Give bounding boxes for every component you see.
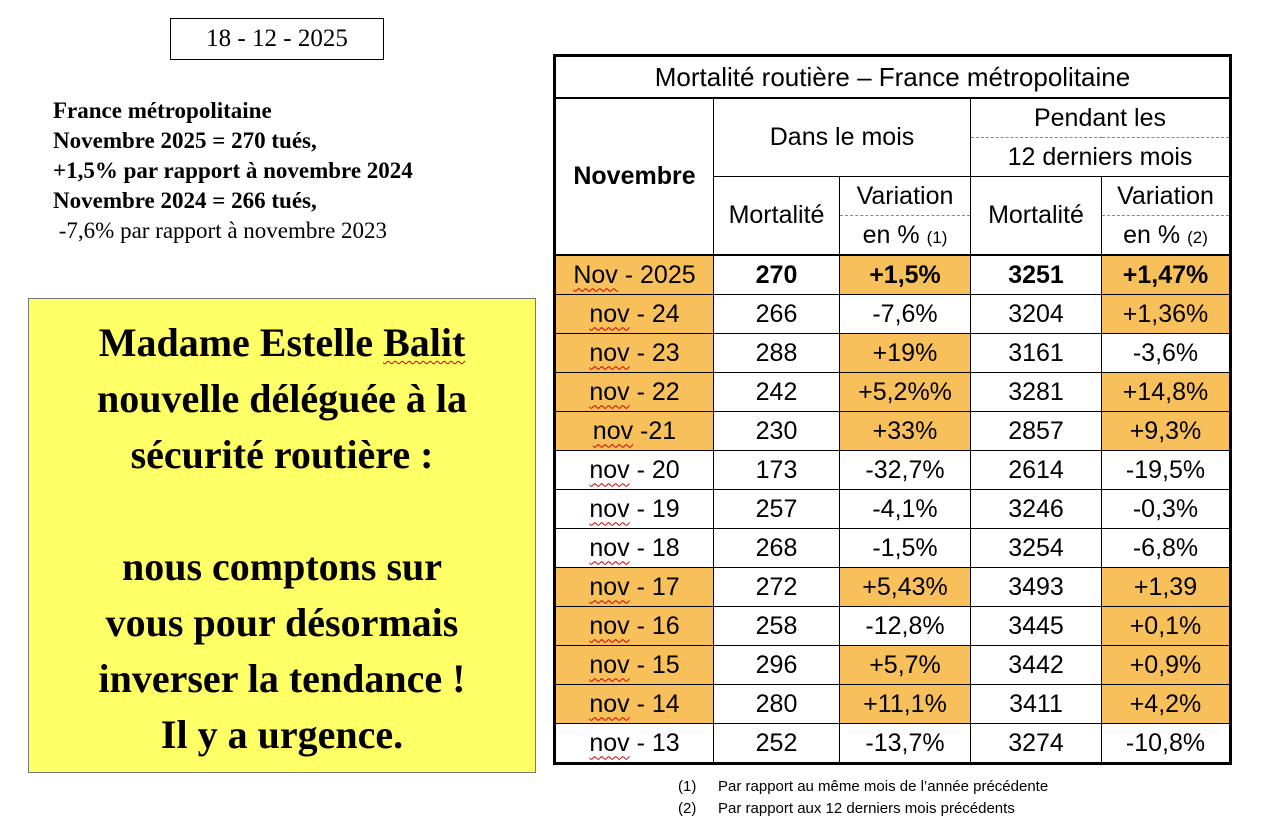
month-word: nov [589,299,630,328]
mortality-12-cell: 3246 [971,490,1102,529]
table-row [556,646,1230,685]
footnote-2 [678,798,1048,820]
mortality-cell: 296 [714,646,840,685]
variation-12-cell: -6,8% [1102,529,1230,568]
mortality-12-cell: 2857 [971,412,1102,451]
month-cell [556,490,714,529]
variation-12-header: Variation [1102,177,1230,216]
variation-month-header: Variation [840,177,971,216]
month-cell [556,295,714,334]
month-word: nov [589,650,630,679]
month-year: - 13 [629,728,680,757]
notice-line-2: nouvelle déléguée à la [97,376,467,421]
table-row [556,373,1230,412]
month-year: - 22 [629,377,680,406]
variation-12-cell: +4,2% [1102,685,1230,724]
month-word: nov [592,416,634,445]
table-row [556,412,1230,451]
footnote-1-num: (1) [678,778,697,795]
group-month-header: Dans le mois [714,98,971,177]
mortality-cell: 230 [714,412,840,451]
month-word: nov [589,572,630,601]
group-12-header-b: 12 derniers mois [971,138,1230,177]
notice-line-1 [29,315,535,371]
table-row [556,724,1230,763]
variation-cell: +11,1% [840,685,971,724]
table-row [556,295,1230,334]
month-cell [556,451,714,490]
month-word: nov [589,689,630,718]
mortality-12-cell: 3411 [971,685,1102,724]
month-year: - 16 [629,611,680,640]
variation-12-cell: +9,3% [1102,412,1230,451]
month-cell [556,568,714,607]
mortality-table [555,56,1230,763]
month-year: - 2025 [617,260,696,289]
month-word: nov [589,494,630,523]
en-pct-12-text: en % [1123,220,1188,249]
month-word: nov [589,455,630,484]
variation-cell: +5,7% [840,646,971,685]
notice-box [28,298,536,773]
variation-cell: +5,43% [840,568,971,607]
month-cell [556,646,714,685]
table-title: Mortalité routière – France métropolitaine [556,57,1230,99]
mortality-cell: 270 [714,255,840,295]
variation-12-cell: -0,3% [1102,490,1230,529]
table-row [556,451,1230,490]
variation-12-cell: +0,1% [1102,607,1230,646]
summary [53,96,413,246]
month-year: - 14 [629,689,680,718]
month-year: -21 [633,416,677,445]
variation-cell: +19% [840,334,971,373]
mortality-12-cell: 3161 [971,334,1102,373]
footnote-1-text: Par rapport au même mois de l’année précédente [718,778,1049,795]
month-word: nov [589,533,630,562]
mortality-cell: 173 [714,451,840,490]
en-pct-month-header [840,216,971,256]
date-text: 18 - 12 - 2025 [206,25,348,52]
variation-cell: -4,1% [840,490,971,529]
variation-12-cell: -19,5% [1102,451,1230,490]
variation-cell: +5,2%% [840,373,971,412]
month-cell [556,373,714,412]
month-year: - 18 [629,533,680,562]
mortality-cell: 288 [714,334,840,373]
footnote-1 [678,776,1048,798]
notice-line-3: sécurité routière : [130,432,434,477]
month-year: - 17 [629,572,680,601]
month-year: - 20 [629,455,680,484]
mortalite-12-header: Mortalité [971,177,1102,256]
table-row [556,334,1230,373]
mortality-cell: 272 [714,568,840,607]
summary-line-4: Novembre 2024 = 266 tués, [53,188,317,213]
notice-line-7: Il y a urgence. [160,712,404,757]
summary-line-3: +1,5% par rapport à novembre 2024 [53,158,413,183]
summary-line-1: France métropolitaine [53,98,272,123]
mortality-cell: 268 [714,529,840,568]
variation-cell: -12,8% [840,607,971,646]
col-month-header: Novembre [556,98,714,255]
footnote-2-text: Par rapport aux 12 derniers mois précédents [718,800,1015,817]
mortality-cell: 280 [714,685,840,724]
mortality-12-cell: 3445 [971,607,1102,646]
notice-line-5: vous pour désormais [105,600,459,645]
month-word: nov [589,377,630,406]
note-ref-1: (1) [926,227,948,247]
table-row [556,607,1230,646]
month-cell [556,724,714,763]
variation-cell: -32,7% [840,451,971,490]
variation-cell: -1,5% [840,529,971,568]
month-year: - 23 [629,338,680,367]
notice-gap [29,483,535,539]
table-body [556,255,1230,763]
footnotes [678,776,1048,820]
variation-12-cell: +1,39 [1102,568,1230,607]
notice-line-6: inverser la tendance ! [98,656,466,701]
date-box [170,18,384,60]
footnote-2-num: (2) [678,800,697,817]
mortality-12-cell: 3251 [971,255,1102,295]
month-year: - 15 [629,650,680,679]
mortality-12-cell: 3442 [971,646,1102,685]
month-cell [556,255,714,295]
month-word: nov [589,611,630,640]
variation-12-cell: +1,36% [1102,295,1230,334]
mortality-12-cell: 3281 [971,373,1102,412]
mortality-cell: 242 [714,373,840,412]
variation-cell: +33% [840,412,971,451]
notice-line-1b: Balit [383,320,466,365]
mortality-12-cell: 3274 [971,724,1102,763]
month-word: Nov [573,260,618,289]
month-cell [556,334,714,373]
table-row [556,568,1230,607]
mortality-12-cell: 3254 [971,529,1102,568]
variation-cell: -7,6% [840,295,971,334]
month-word: nov [589,338,630,367]
mortality-cell: 266 [714,295,840,334]
month-cell [556,529,714,568]
mortality-cell: 258 [714,607,840,646]
month-year: - 24 [629,299,680,328]
table-row [556,490,1230,529]
month-cell [556,412,714,451]
table-row [556,529,1230,568]
variation-cell: -13,7% [840,724,971,763]
summary-line-5: -7,6% par rapport à novembre 2023 [53,218,388,243]
mortality-12-cell: 3493 [971,568,1102,607]
notice-line-4: nous comptons sur [121,544,443,589]
table-row [556,255,1230,295]
mortality-cell: 257 [714,490,840,529]
month-word: nov [589,728,630,757]
en-pct-month-text: en % [862,220,927,249]
month-cell [556,685,714,724]
variation-12-cell: +14,8% [1102,373,1230,412]
summary-line-2: Novembre 2025 = 270 tués, [53,128,317,153]
mortality-cell: 252 [714,724,840,763]
mortality-12-cell: 3204 [971,295,1102,334]
variation-12-cell: +1,47% [1102,255,1230,295]
table-row [556,685,1230,724]
en-pct-12-header [1102,216,1230,256]
month-cell [556,607,714,646]
variation-12-cell: -3,6% [1102,334,1230,373]
mortality-12-cell: 2614 [971,451,1102,490]
variation-cell: +1,5% [840,255,971,295]
notice-line-1a: Madame Estelle [98,320,384,365]
variation-12-cell: +0,9% [1102,646,1230,685]
variation-12-cell: -10,8% [1102,724,1230,763]
note-ref-2: (2) [1187,227,1208,247]
group-12-header-a: Pendant les [971,98,1230,138]
mortalite-month-header: Mortalité [714,177,840,256]
month-year: - 19 [629,494,680,523]
